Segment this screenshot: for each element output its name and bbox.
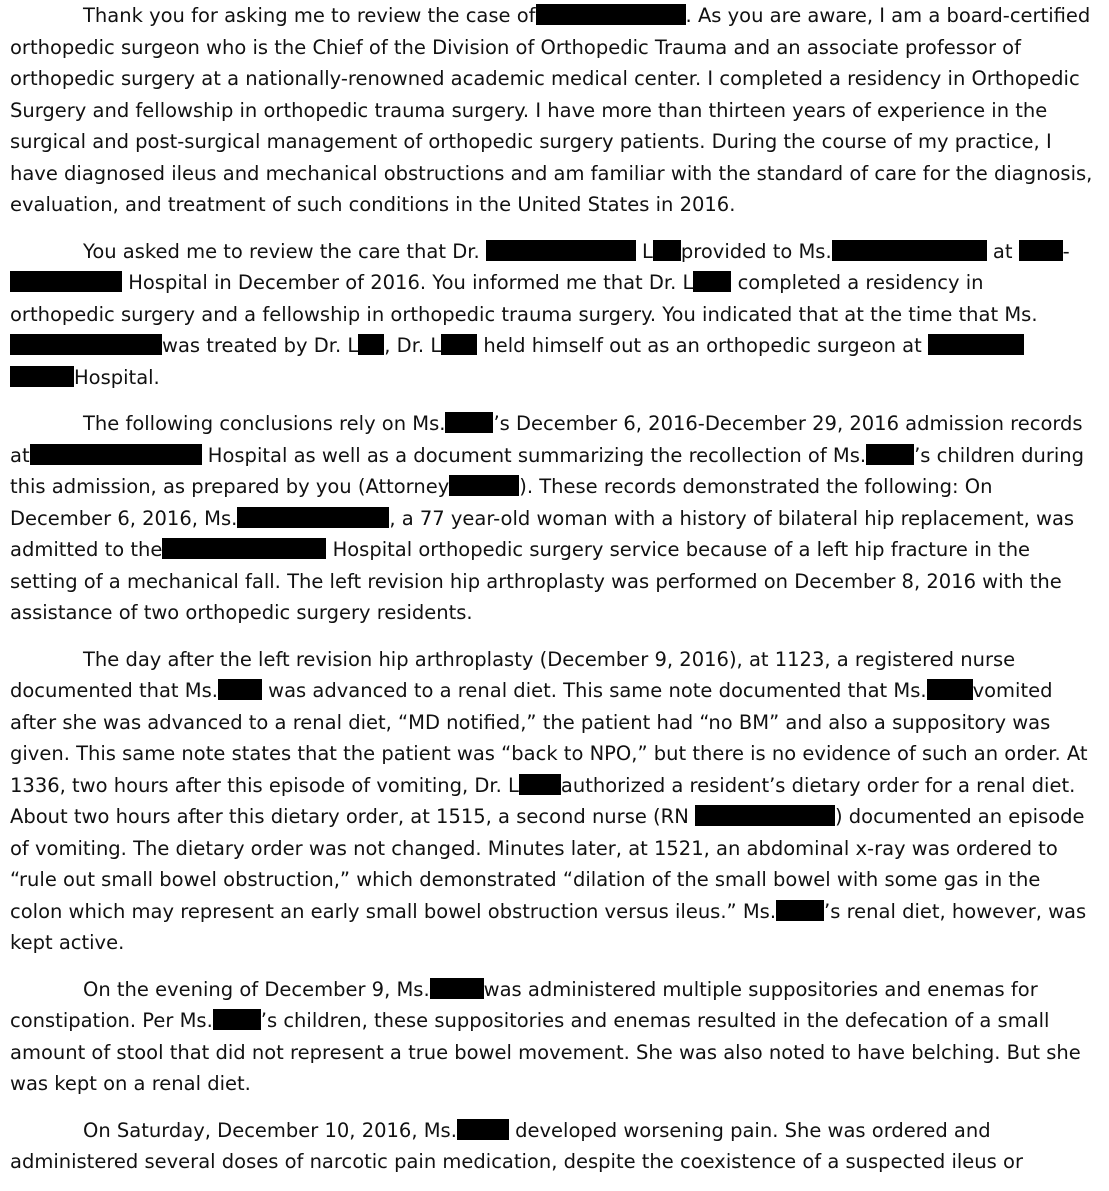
text-run: . As you are aware, I am a board-certified (685, 4, 1091, 27)
redaction-block (237, 507, 389, 528)
text-run: ) documented an episode (835, 805, 1085, 828)
text-line (10, 1005, 1102, 1037)
redaction-block (449, 475, 519, 496)
text-line (10, 299, 1102, 331)
text-line (10, 738, 1102, 770)
text-run: 1336, two hours after this episode of vomiting, Dr. L (10, 773, 519, 797)
text-run: Hospital. (74, 365, 160, 389)
text-run: Thank you for asking me to review the case of (83, 4, 536, 27)
redaction-block (10, 334, 162, 355)
text-run: surgical and post-surgical management of orthopedic surgery patients. During the course of my practice, I (10, 130, 1052, 153)
text-run: completed a residency in (731, 271, 984, 294)
text-run: documented that Ms. (10, 679, 218, 702)
text-run: The following conclusions rely on Ms. (83, 412, 446, 435)
text-run: admitted to the (10, 538, 163, 561)
text-line (10, 236, 1102, 268)
redaction-block (1019, 240, 1063, 261)
text-run: administered several doses of narcotic pain medication, despite the coexistence of a suspected ileus or (10, 1150, 1023, 1173)
text-line (10, 440, 1102, 472)
text-run: Surgery and fellowship in orthopedic trauma surgery. I have more than thirteen years of experience in the (10, 98, 1048, 122)
text-run: at (986, 239, 1019, 263)
text-run: About two hours after this dietary order, at 1515, a second nurse (RN (10, 805, 695, 828)
text-line (10, 408, 1102, 440)
text-line (10, 330, 1102, 362)
text-run: Hospital in December of 2016. You informed me that Dr. L (122, 271, 694, 294)
redaction-block (776, 900, 824, 921)
paragraph-gap (10, 393, 1102, 408)
redaction-block (928, 334, 1024, 355)
text-run: given. This same note states that the patient was “back to NPO,” but there is no evidence of such an order. At (10, 742, 1088, 765)
text-run: You asked me to review the care that Dr. (83, 239, 486, 263)
text-run: was kept on a renal diet. (10, 1072, 251, 1095)
text-line (10, 566, 1102, 598)
text-run: orthopedic surgery and a fellowship in orthopedic trauma surgery. You indicated that at the time that Ms. (10, 302, 1038, 326)
text-line (10, 1068, 1102, 1100)
text-run: of vomiting. The dietary order was not changed. Minutes later, at 1521, an abdominal x-ray was ordered to (10, 836, 1058, 860)
text-line (10, 1037, 1102, 1069)
paragraph-gap (10, 221, 1102, 236)
text-run: constipation. Per Ms. (10, 1009, 213, 1032)
text-run: L (635, 239, 653, 263)
text-run: kept active. (10, 931, 125, 954)
redaction-block (519, 774, 561, 795)
text-run: ’s children, these suppositories and enemas resulted in the defecation of a small (260, 1009, 1050, 1032)
text-line (10, 267, 1102, 299)
text-line (10, 471, 1102, 503)
redaction-block (693, 271, 731, 292)
text-run: December 6, 2016, Ms. (10, 506, 238, 530)
text-line (10, 927, 1102, 959)
paragraph-gap (10, 959, 1102, 974)
text-line (10, 675, 1102, 707)
text-run: Hospital orthopedic surgery service because of a left hip fracture in the (326, 538, 1031, 561)
redaction-block (927, 679, 973, 700)
redaction-block (441, 334, 477, 355)
text-run: after she was advanced to a renal diet, “MD notified,” the patient had “no BM” and also a suppository was (10, 710, 1051, 734)
text-run: ’s children during (914, 443, 1085, 467)
text-line (10, 126, 1102, 158)
text-run: this admission, as prepared by you (Attorney (10, 475, 450, 498)
text-line (10, 534, 1102, 566)
text-line (10, 1115, 1102, 1147)
text-run: colon which may represent an early small bowel obstruction versus ileus.” Ms. (10, 899, 777, 923)
paragraph (10, 1115, 1102, 1178)
text-line (10, 503, 1102, 535)
text-run: authorized a resident’s dietary order for a renal diet. (560, 773, 1076, 797)
text-run: ). These records demonstrated the following: On (519, 475, 993, 498)
text-line (10, 189, 1102, 221)
text-run: assistance of two orthopedic surgery residents. (10, 601, 473, 624)
text-line (10, 95, 1102, 127)
text-line (10, 644, 1102, 676)
text-line (10, 597, 1102, 629)
redaction-block (653, 240, 681, 261)
text-run: have diagnosed ileus and mechanical obstructions and am familiar with the standard of care for the diagnosis, (10, 161, 1093, 185)
redaction-block (10, 366, 74, 387)
text-line (10, 707, 1102, 739)
text-run: vomited (972, 679, 1053, 702)
text-line (10, 801, 1102, 833)
text-line (10, 833, 1102, 865)
text-line (10, 1146, 1102, 1178)
paragraph (10, 408, 1102, 629)
text-line (10, 0, 1102, 32)
text-run: - (1062, 239, 1070, 263)
redaction-block (457, 1119, 509, 1140)
redaction-block (218, 679, 262, 700)
text-line (10, 864, 1102, 896)
text-run: , a 77 year-old woman with a history of bilateral hip replacement, was (389, 506, 1075, 530)
text-run: was administered multiple suppositories and enemas for (483, 977, 1038, 1001)
redaction-block (832, 240, 987, 261)
paragraph-gap (10, 629, 1102, 644)
redaction-block (162, 538, 326, 559)
redaction-block (695, 805, 835, 826)
text-run: orthopedic surgeon who is the Chief of the Division of Orthopedic Trauma and an associate professor of (10, 35, 1021, 59)
text-run: Hospital as well as a document summarizing the recollection of Ms. (201, 443, 867, 467)
text-run: provided to Ms. (680, 239, 832, 263)
text-line (10, 896, 1102, 928)
text-run: ’s renal diet, however, was (824, 899, 1087, 923)
text-run: On the evening of December 9, Ms. (83, 977, 430, 1001)
redaction-block (536, 4, 686, 25)
text-line (10, 770, 1102, 802)
text-run: “rule out small bowel obstruction,” which demonstrated “dilation of the small bowel with some gas in the (10, 868, 1041, 891)
redaction-block (30, 444, 202, 465)
text-run: ’s December 6, 2016-December 29, 2016 admission records (493, 412, 1083, 435)
text-run: was advanced to a renal diet. This same note documented that Ms. (261, 679, 927, 702)
redaction-block (486, 240, 636, 261)
text-run: held himself out as an orthopedic surgeon at (477, 334, 928, 357)
paragraph (10, 236, 1102, 394)
text-run: The day after the left revision hip arthroplasty (December 9, 2016), at 1123, a registered nurse (83, 647, 1016, 671)
text-line (10, 158, 1102, 190)
text-line (10, 974, 1102, 1006)
paragraph (10, 644, 1102, 959)
text-run: On Saturday, December 10, 2016, Ms. (83, 1118, 457, 1142)
paragraph (10, 0, 1102, 221)
text-line (10, 362, 1102, 394)
redaction-block (358, 334, 384, 355)
redaction-block (213, 1009, 261, 1030)
redaction-block (430, 978, 484, 999)
text-line (10, 63, 1102, 95)
text-run: developed worsening pain. She was ordered and (508, 1118, 991, 1142)
text-line (10, 32, 1102, 64)
text-run: setting of a mechanical fall. The left revision hip arthroplasty was performed on December 8, 2016 with the (10, 569, 1062, 593)
text-run: at (10, 443, 30, 467)
text-run: was treated by Dr. L (162, 334, 359, 357)
text-run: amount of stool that did not represent a true bowel movement. She was also noted to have belching. But she (10, 1040, 1081, 1064)
paragraph-gap (10, 1100, 1102, 1115)
text-run: orthopedic surgery at a nationally-renowned academic medical center. I completed a residency in Orthopedic (10, 67, 1080, 90)
document-page (10, 0, 1102, 1178)
text-run: , Dr. L (384, 334, 442, 357)
redaction-block (10, 271, 122, 292)
redaction-block (866, 444, 914, 465)
paragraph (10, 974, 1102, 1100)
redaction-block (445, 412, 493, 433)
text-run: evaluation, and treatment of such conditions in the United States in 2016. (10, 193, 736, 216)
